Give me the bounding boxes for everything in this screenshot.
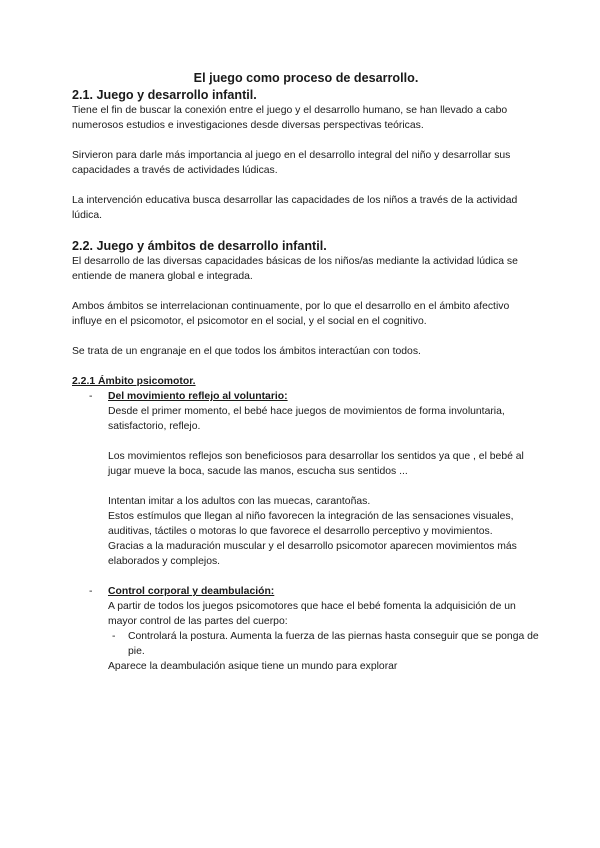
paragraph: Sirvieron para darle más importancia al juego en el desarrollo integral del niño y desarrollar sus capacidades a través de actividades lúdicas.	[72, 150, 511, 176]
paragraph: A partir de todos los juegos psicomotores que hace el bebé fomenta la adquisición de un mayor control de las partes del cuerpo:	[108, 601, 516, 627]
bullet-dash: -	[89, 586, 93, 597]
paragraph: Desde el primer momento, el bebé hace juegos de movimientos de forma involuntaria, satisfactorio, reflejo.	[108, 406, 505, 432]
section-heading-2-1: 2.1. Juego y desarrollo infantil.	[72, 88, 257, 102]
paragraph: Se trata de un engranaje en el que todos los ámbitos interactúan con todos.	[72, 346, 421, 357]
paragraph: Gracias a la maduración muscular y el desarrollo psicomotor aparecen movimientos más elaborados y complejos.	[108, 541, 517, 567]
sub-item-text: Controlará la postura. Aumenta la fuerza de las piernas hasta conseguir que se ponga de pie.	[128, 631, 539, 657]
sub-list-item	[72, 629, 540, 659]
bullet-item-reflejo	[72, 389, 540, 569]
paragraph: El desarrollo de las diversas capacidades básicas de los niños/as mediante la actividad lúdica se entiende de manera global e integrada.	[72, 256, 518, 282]
section-heading-2-2-1: 2.2.1 Ámbito psicomotor.	[72, 376, 196, 387]
document-body	[72, 70, 540, 674]
bullet-dash: -	[89, 391, 93, 402]
paragraph: Los movimientos reflejos son beneficiosos para desarrollar los sentidos ya que , el bebé al jugar mueve la boca, sacude las manos, escucha sus sentidos ...	[108, 451, 524, 477]
bullet-dash: -	[112, 631, 116, 642]
paragraph: Aparece la deambulación asique tiene un mundo para explorar	[108, 661, 398, 672]
bullet-label: Control corporal y deambulación:	[108, 586, 275, 597]
section-heading-2-2: 2.2. Juego y ámbitos de desarrollo infantil.	[72, 239, 327, 253]
page-title: El juego como proceso de desarrollo.	[193, 71, 419, 85]
bullet-label: Del movimiento reflejo al voluntario:	[108, 391, 288, 402]
paragraph: La intervención educativa busca desarrollar las capacidades de los niños a través de la actividad lúdica.	[72, 195, 518, 221]
bullet-item-control-corporal	[72, 584, 540, 629]
paragraph: Intentan imitar a los adultos con las muecas, carantoñas.	[108, 496, 371, 507]
paragraph: Estos estímulos que llegan al niño favorecen la integración de las sensaciones visuales, auditivas, táctiles o motoras lo que favorece el desarrollo perceptivo y movimientos.	[108, 511, 514, 537]
paragraph: Tiene el fin de buscar la conexión entre el juego y el desarrollo humano, se han llevado a cabo numerosos estudios e investigaciones desde diversas perspectivas teóricas.	[72, 105, 508, 131]
paragraph: Ambos ámbitos se interrelacionan continuamente, por lo que el desarrollo en el ámbito afectivo influye en el psicomotor, el psicomotor en el social, y el social en el cognitivo.	[72, 301, 510, 327]
